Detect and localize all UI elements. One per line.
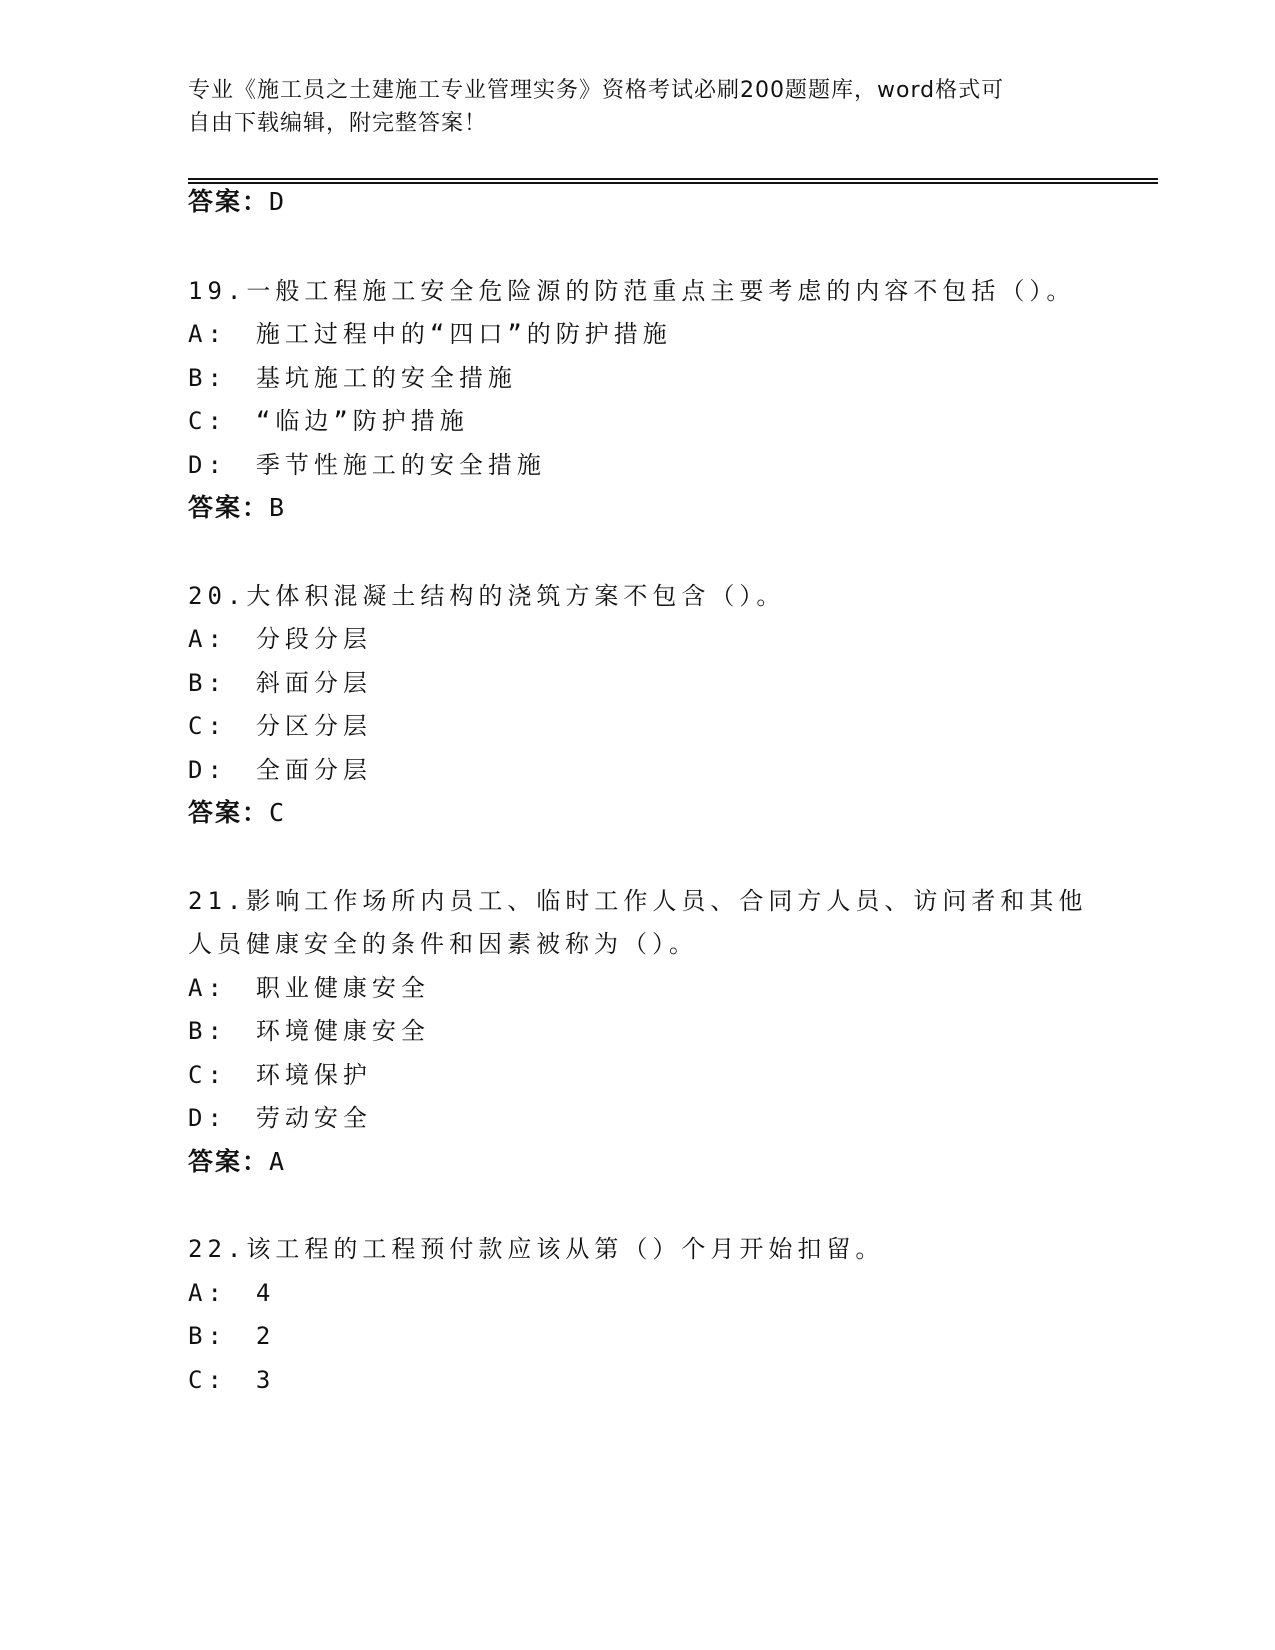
question-19-answer xyxy=(188,493,286,523)
answer-label: 答案： xyxy=(188,1147,270,1176)
answer-line-prev xyxy=(188,187,286,217)
question-22-option-a: A: 4 xyxy=(188,1279,276,1307)
answer-label: 答案： xyxy=(188,493,270,522)
document-header xyxy=(188,74,1088,140)
answer-value: D xyxy=(269,187,287,216)
question-21-stem-line-1: 21.影响工作场所内员工、临时工作人员、合同方人员、访问者和其他 xyxy=(188,887,1088,915)
header-divider xyxy=(188,178,1158,184)
question-19-option-b: B: 基坑施工的安全措施 xyxy=(188,364,517,392)
question-21-answer xyxy=(188,1147,286,1177)
question-22-option-c: C: 3 xyxy=(188,1366,276,1394)
header-line-2: 自由下载编辑，附完整答案！ xyxy=(188,111,488,136)
question-22-stem: 22.该工程的工程预付款应该从第（）个月开始扣留。 xyxy=(188,1235,885,1263)
answer-label: 答案： xyxy=(188,187,270,216)
question-19-option-c: C: “临边”防护措施 xyxy=(188,407,469,435)
question-20-option-b: B: 斜面分层 xyxy=(188,669,372,697)
question-22-option-b: B: 2 xyxy=(188,1322,276,1350)
question-19-stem: 19.一般工程施工安全危险源的防范重点主要考虑的内容不包括（）。 xyxy=(188,277,1076,305)
question-20-option-a: A: 分段分层 xyxy=(188,625,372,653)
question-21-option-b: B: 环境健康安全 xyxy=(188,1017,430,1045)
question-20-answer xyxy=(188,798,286,828)
question-19-option-a: A: 施工过程中的“四口”的防护措施 xyxy=(188,320,672,348)
header-line-1: 专业《施工员之土建施工专业管理实务》资格考试必刷200题题库，word格式可 xyxy=(188,78,1005,103)
answer-value: A xyxy=(269,1147,287,1176)
answer-label: 答案： xyxy=(188,798,270,827)
question-21-stem-line-2: 人员健康安全的条件和因素被称为（）。 xyxy=(188,930,698,958)
answer-value: C xyxy=(269,798,287,827)
question-21-option-d: D: 劳动安全 xyxy=(188,1104,372,1132)
question-21-option-c: C: 环境保护 xyxy=(188,1061,372,1089)
question-21-option-a: A: 职业健康安全 xyxy=(188,974,430,1002)
question-20-option-c: C: 分区分层 xyxy=(188,712,372,740)
answer-value: B xyxy=(269,493,287,522)
question-20-stem: 20.大体积混凝土结构的浇筑方案不包含（）。 xyxy=(188,582,786,610)
question-19-option-d: D: 季节性施工的安全措施 xyxy=(188,451,546,479)
question-20-option-d: D: 全面分层 xyxy=(188,756,372,784)
